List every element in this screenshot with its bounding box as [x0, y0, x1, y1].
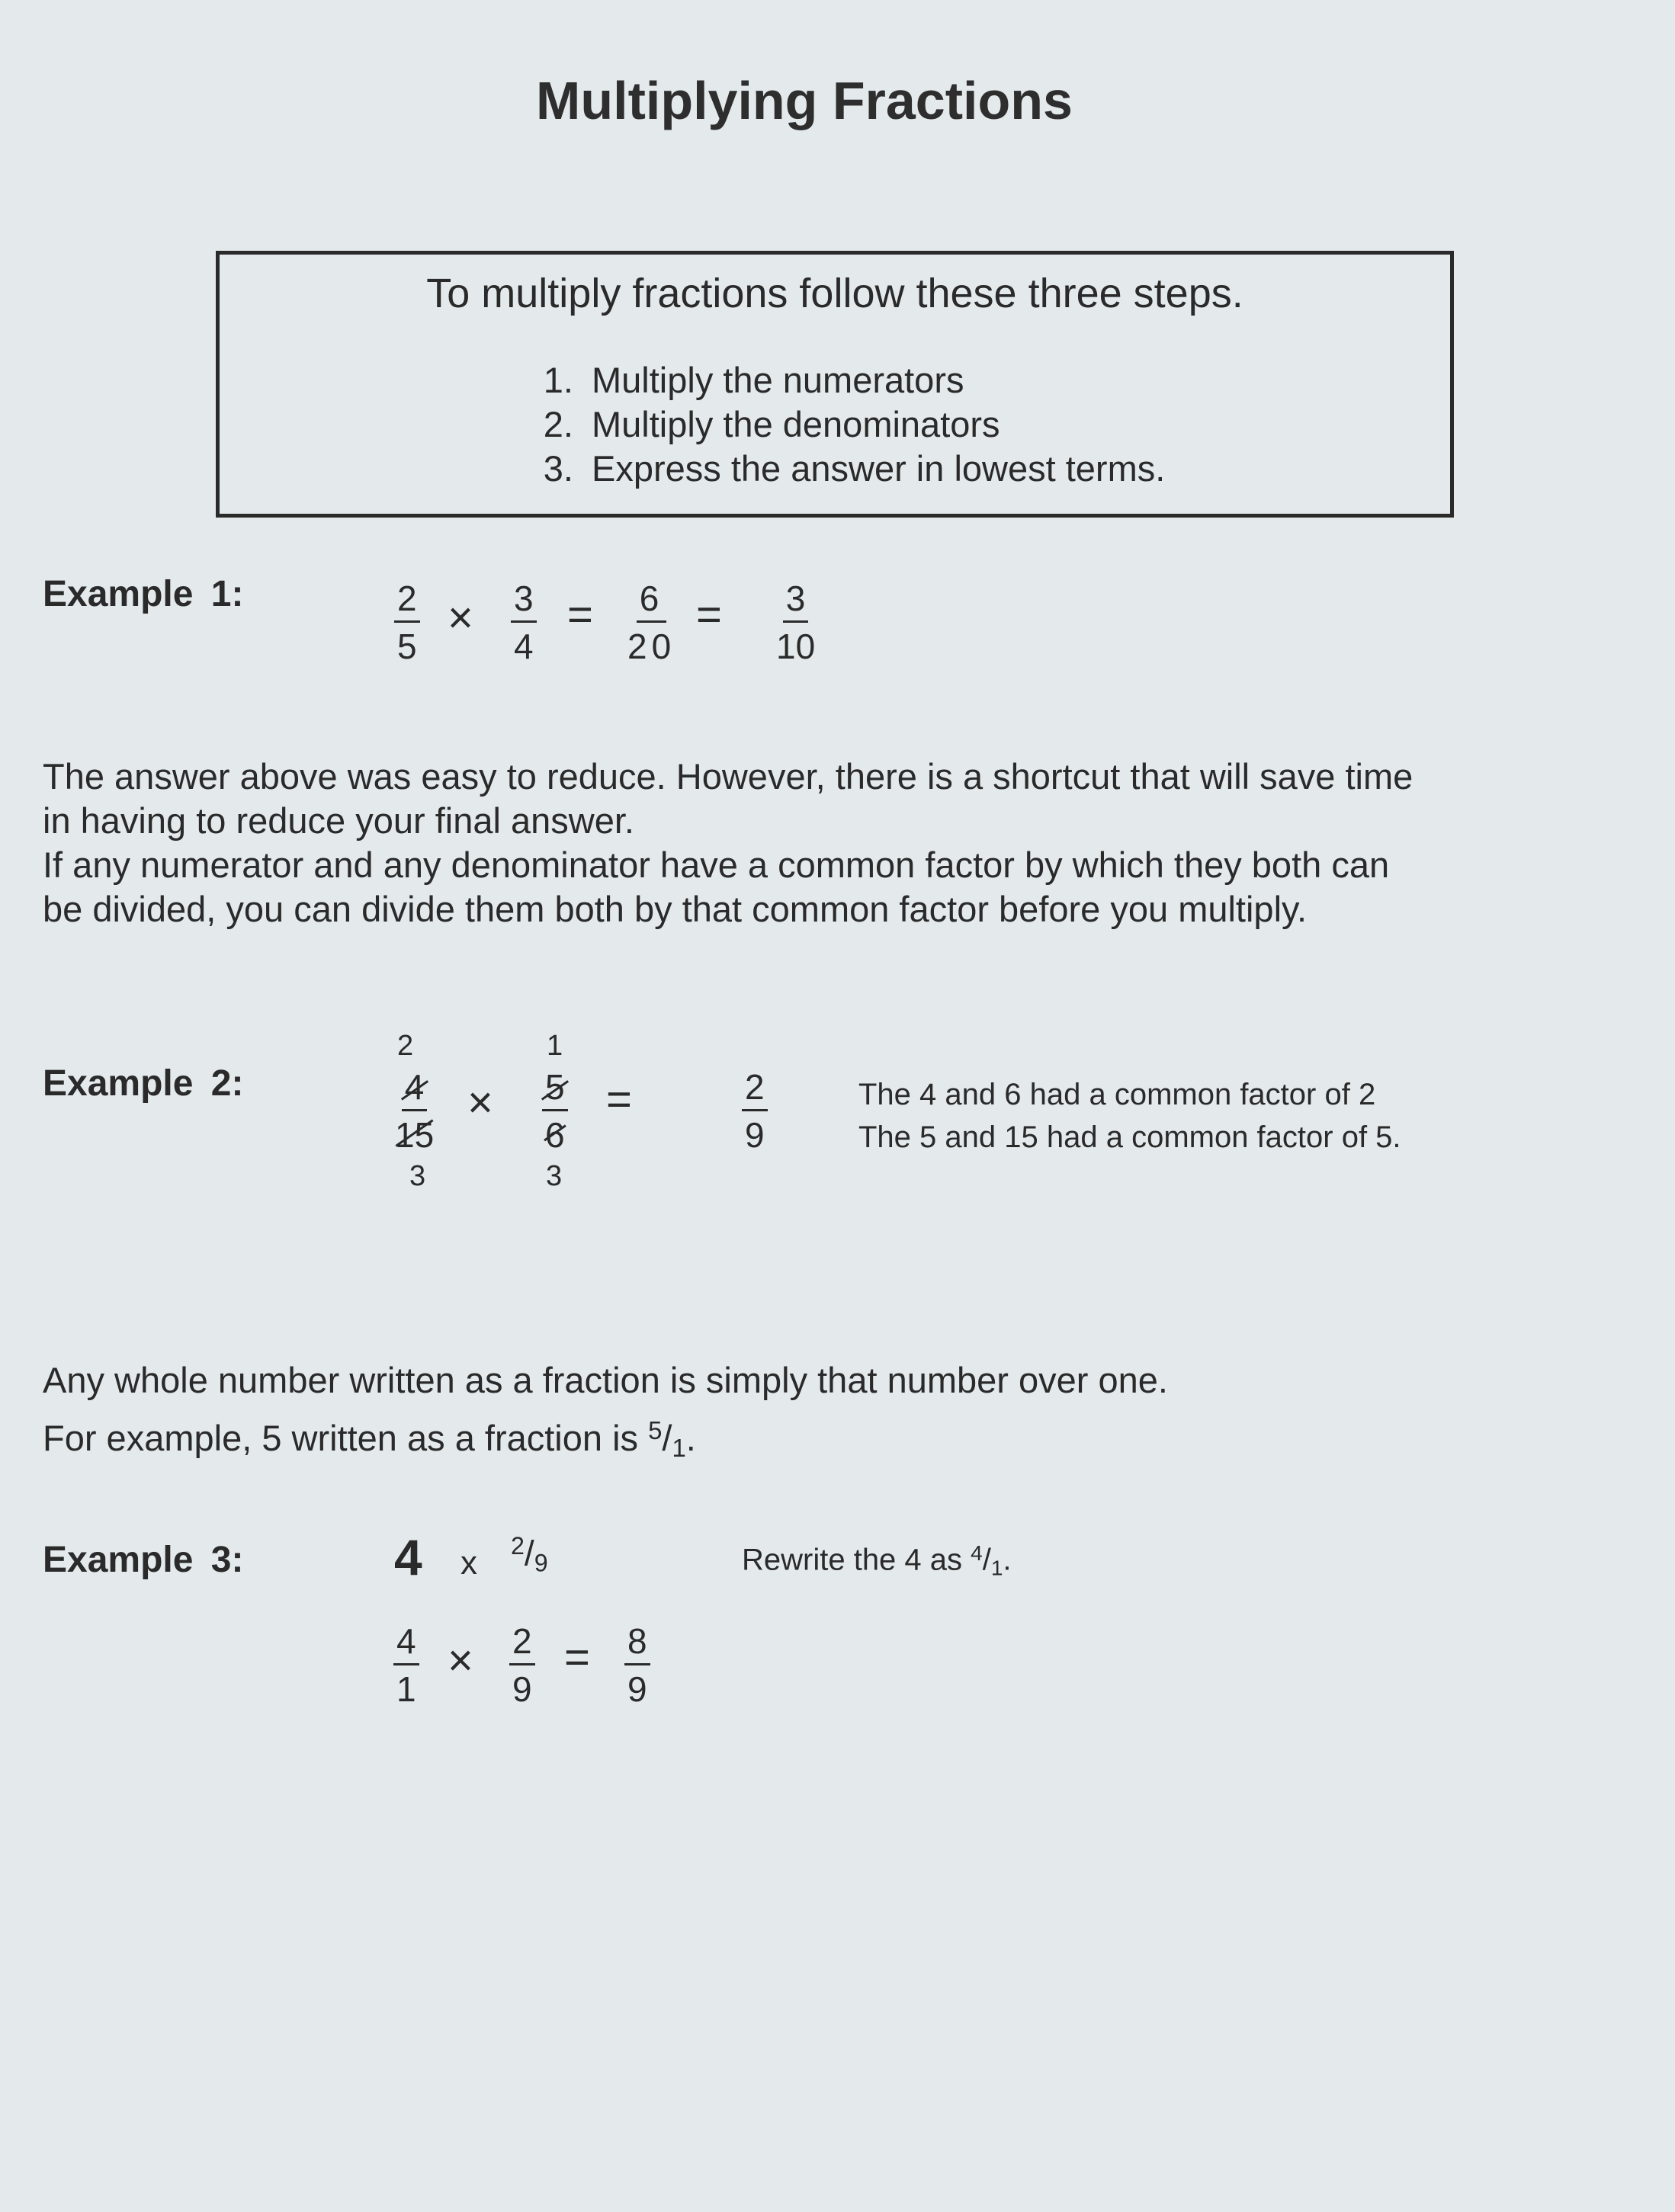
- numerator: 6: [637, 581, 667, 623]
- inline-fraction-numerator: 4: [971, 1541, 983, 1565]
- denominator: 1: [396, 1669, 416, 1709]
- denominator: 5: [397, 627, 417, 666]
- cancel-factor-above: 1: [547, 1030, 563, 1062]
- denominator: 9: [512, 1669, 532, 1709]
- paragraph-text: For example, 5 written as a fraction is: [43, 1417, 649, 1458]
- note-line: The 5 and 15 had a common factor of 5.: [858, 1120, 1401, 1154]
- steps-intro: To multiply fractions follow these three steps.: [426, 271, 1243, 316]
- inline-fraction-numerator: 2: [511, 1532, 525, 1560]
- numerator: 4: [393, 1624, 419, 1665]
- example-1-fraction-1: [394, 581, 420, 664]
- paragraph-line: Any whole number written as a fraction is simply that number over one.: [43, 1360, 1168, 1400]
- whole-number-paragraph: [43, 1358, 1613, 1470]
- denominator: 9: [745, 1115, 765, 1155]
- equals-sign: =: [567, 590, 593, 640]
- inline-fraction: $^2/_9$: [511, 1532, 548, 1577]
- denominator: 9: [627, 1669, 647, 1709]
- example-2-notes: [858, 1073, 1401, 1159]
- example-2-label: Example 2:: [43, 1063, 244, 1104]
- note-text: .: [1003, 1543, 1012, 1577]
- page-title: Multiplying Fractions: [536, 71, 1073, 130]
- steps-list: [515, 358, 1165, 491]
- times-sign-small: x: [460, 1544, 477, 1582]
- step-number: 1.: [543, 360, 573, 400]
- example-2-fraction-2: [542, 1067, 568, 1155]
- note-line: The 4 and 6 had a common factor of 2: [858, 1078, 1376, 1111]
- step-text: Express the answer in lowest terms.: [592, 448, 1166, 489]
- shortcut-paragraph: [43, 755, 1613, 931]
- example-1-fraction-4: [776, 581, 815, 664]
- example-3-fraction-2: [509, 1621, 535, 1709]
- step-item: [515, 358, 1165, 402]
- paragraph-line: in having to reduce your final answer.: [43, 800, 634, 841]
- inline-fraction-denominator: 1: [672, 1434, 686, 1463]
- cancel-factor-above: 2: [397, 1030, 414, 1062]
- step-item: [515, 447, 1165, 491]
- numerator: 3: [511, 581, 537, 623]
- inline-fraction-denominator: 1: [990, 1556, 1003, 1580]
- numerator: 2: [742, 1069, 768, 1111]
- denominator: 10: [776, 627, 816, 666]
- inline-fraction-denominator: 9: [534, 1549, 548, 1577]
- equals-sign: =: [696, 590, 722, 640]
- numerator: 2: [509, 1624, 535, 1665]
- times-sign: ×: [467, 1078, 493, 1127]
- step-item: [515, 402, 1165, 447]
- example-1-fraction-2: [511, 581, 537, 664]
- cancel-factor-below: 3: [409, 1160, 426, 1192]
- example-1-label: Example 1:: [43, 574, 244, 614]
- example-3-fraction-1: [393, 1621, 419, 1709]
- times-sign: ×: [448, 1636, 473, 1685]
- paragraph-line: The answer above was easy to reduce. However, there is a shortcut that will save time: [43, 756, 1413, 797]
- step-text: Multiply the denominators: [592, 404, 1000, 444]
- numerator-crossed: 5: [542, 1069, 568, 1111]
- inline-fraction-numerator: 5: [648, 1416, 663, 1444]
- numerator: 8: [624, 1624, 650, 1665]
- denominator: 20: [627, 627, 676, 666]
- numerator: 2: [394, 581, 420, 623]
- equals-sign: =: [606, 1075, 632, 1124]
- paragraph-line: be divided, you can divide them both by that common factor before you multiply.: [43, 889, 1308, 929]
- step-number: 3.: [543, 448, 573, 489]
- paragraph-line: For example, 5 written as a fraction is $^5/_1$.: [43, 1416, 696, 1463]
- paragraph-text: .: [685, 1417, 696, 1458]
- denominator-crossed: 15: [395, 1111, 434, 1152]
- numerator-crossed: 4: [402, 1069, 428, 1111]
- cancel-factor-below: 3: [546, 1160, 563, 1192]
- whole-number: 4: [394, 1529, 422, 1585]
- example-2-fraction-1: [395, 1067, 435, 1155]
- example-3-fraction-3: [624, 1621, 650, 1709]
- example-2-result: [742, 1067, 768, 1155]
- example-3-note: Rewrite the 4 as $^4/_1$.: [742, 1541, 1012, 1580]
- note-text: Rewrite the 4 as: [742, 1543, 971, 1577]
- steps-box: [216, 251, 1454, 518]
- numerator: 3: [783, 581, 809, 623]
- denominator-crossed: 6: [545, 1111, 565, 1152]
- example-1-fraction-3: [627, 581, 675, 664]
- denominator: 4: [514, 627, 534, 666]
- equals-sign: =: [564, 1633, 590, 1682]
- paragraph-line: If any numerator and any denominator have a common factor by which they both can: [43, 845, 1390, 885]
- step-number: 2.: [543, 404, 573, 444]
- example-3-label: Example 3:: [43, 1540, 244, 1580]
- step-text: Multiply the numerators: [592, 360, 964, 400]
- times-sign: ×: [448, 593, 473, 643]
